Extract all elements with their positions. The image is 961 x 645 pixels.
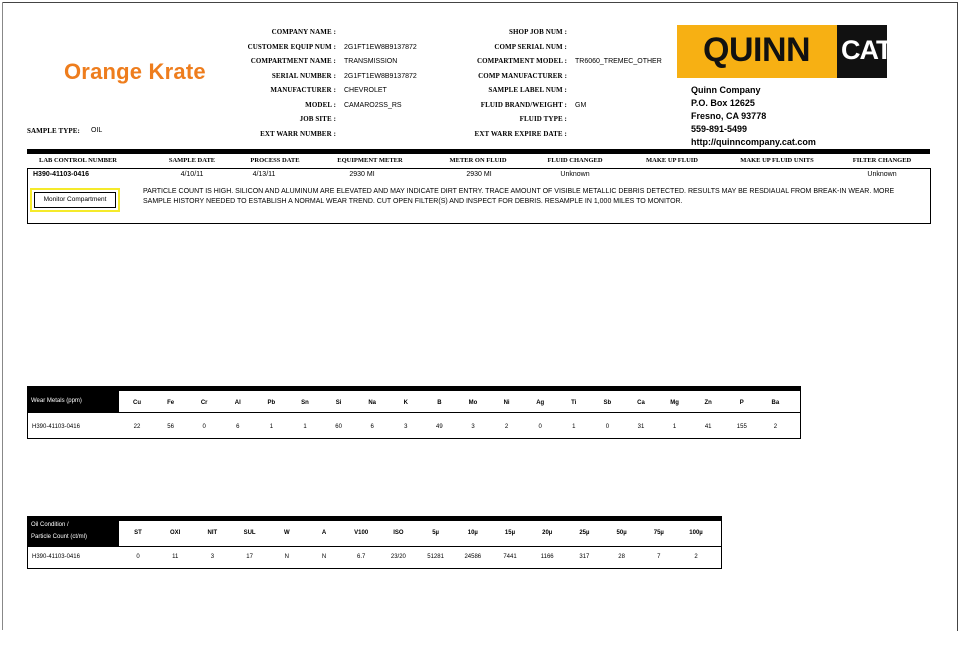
table-cell: 2930 MI [349,171,375,178]
table-cell: 4/10/11 [180,171,204,178]
table-cell: N [321,554,327,560]
field-label: MANUFACTURER : [270,86,336,94]
row-label: H390-41103-0416 [32,424,80,430]
field-value: GM [575,101,587,109]
column-header: Cu [133,400,141,406]
column-header: 25µ [579,530,590,536]
table-cell: 1 [269,424,274,430]
field-label: EXT WARR NUMBER : [260,129,336,138]
table-cell: 23/20 [390,554,406,560]
address-line: Quinn Company [691,85,761,95]
column-header: Zn [704,400,712,406]
column-header: EQUIPMENT METER [337,157,403,164]
column-header: Pb [267,400,276,406]
field-label: FLUID TYPE : [519,115,567,123]
table-cell: 3 [210,554,215,560]
column-header: OXI [170,530,181,536]
table-cell: 3 [471,424,475,430]
table-cell: 7441 [503,554,517,560]
column-header: Ti [571,400,577,406]
column-header: SAMPLE DATE [168,157,216,164]
column-header: Sb [603,400,612,406]
table-cell: 155 [736,424,747,430]
table-cell: 1166 [540,554,554,560]
column-header: FILTER CHANGED [852,157,912,164]
wear-metals-top-bar [119,386,800,391]
wear-metals-title-cell [27,386,119,412]
table-cell: 11 [172,554,179,560]
table-cell: 1 [672,424,677,430]
table-cell: 0 [538,424,542,430]
table-cell: 7 [657,554,661,560]
column-header: PROCESS DATE [250,157,300,164]
field-label: COMP SERIAL NUM : [494,42,567,51]
field-label: SHOP JOB NUM : [509,28,567,36]
column-header: ISO [393,530,404,536]
column-header: Ba [771,400,780,406]
column-header: K [403,400,408,406]
sample-type-label: SAMPLE TYPE: [27,127,80,135]
table-cell: N [284,554,289,560]
field-label: FLUID BRAND/WEIGHT : [480,100,567,109]
quinn-cat-logo [677,25,892,78]
column-header: Mg [670,400,679,406]
field-label: COMPANY NAME : [271,28,336,36]
field-label: SAMPLE LABEL NUM : [488,86,567,94]
status-badge-label: Monitor Compartment [34,192,116,208]
sample-type-value: OIL [91,127,103,134]
table-cell: 41 [704,424,712,430]
column-header: 100µ [689,530,703,536]
cat-logo [837,25,892,78]
column-header: MAKE UP FLUID UNITS [740,157,814,164]
column-header: Si [335,400,342,406]
column-header: Ni [503,400,510,406]
table-cell: 6 [370,424,374,430]
table-cell: 31 [637,424,645,430]
address-line: P.O. Box 12625 [691,98,755,108]
table-cell: 28 [618,554,625,560]
column-header: Mo [468,400,478,406]
column-header: 20µ [542,530,553,536]
status-badge [30,188,120,212]
address-line: 559-891-5499 [691,124,748,134]
sample-header-bar [27,149,930,154]
column-header: FLUID CHANGED [547,157,603,164]
oil-condition-title-1: Oil Condition / [31,522,69,528]
field-label: SERIAL NUMBER : [271,71,336,80]
field-value: 2G1FT1EW8B9137872 [344,43,417,51]
column-header: 75µ [653,530,664,536]
row-label: H390-41103-0416 [32,554,80,560]
quinn-logo-text: QUINN [703,31,811,69]
field-value: CAMARO2SS_RS [344,101,402,109]
oil-condition-title-2: Particle Count (ct/ml) [31,534,88,540]
column-header: Na [368,400,377,406]
oil-condition-divider [27,546,721,547]
column-header: MAKE UP FLUID [646,157,698,164]
column-header: METER ON FLUID [449,157,507,164]
field-label: COMPARTMENT MODEL : [476,57,567,65]
table-cell: H390-41103-0416 [33,171,90,178]
oil-condition-table [27,516,722,569]
table-cell: 1 [303,424,307,430]
table-cell: 2 [773,424,778,430]
column-header: 5µ [432,530,439,536]
cat-logo-text: CAT [841,35,892,65]
column-header: 15µ [504,530,516,536]
column-header: W [283,530,290,536]
table-cell: 3 [404,424,408,430]
column-header: NIT [207,530,218,536]
column-header: A [321,530,327,536]
column-header: Cr [200,400,208,406]
wear-metals-title: Wear Metals (ppm) [31,398,82,404]
table-cell: 2930 MI [466,171,492,178]
column-header: V100 [354,530,369,536]
field-value: CHEVROLET [344,87,387,94]
table-cell: 17 [246,554,253,560]
table-cell: 24586 [464,554,482,560]
table-cell: 6.7 [357,554,366,560]
field-label: CUSTOMER EQUIP NUM : [247,42,336,51]
table-cell: 2 [694,554,698,560]
column-header: 10µ [467,530,478,536]
column-header: P [739,400,744,406]
wear-metals-divider [27,412,800,413]
field-value: TRANSMISSION [344,58,398,65]
column-header: Ca [637,400,645,406]
column-header: Ag [536,400,545,406]
column-header: B [437,400,442,406]
address-line: Fresno, CA 93778 [691,111,767,121]
field-label: EXT WARR EXPIRE DATE : [474,129,567,138]
recommendation-comment: PARTICLE COUNT IS HIGH. SILICON AND ALUMINUM ARE ELEVATED AND MAY INDICATE DIRT ENTRY. TRACE AMOUNT OF VISIBLE METALLIC DEBRIS DETECTED. RESULTS MAY BE RESDIAUAL FROM BREAK-IN WEAR. MORE SAMPLE HISTORY NEEDED TO ESTABLISH A NORMAL WEAR TREND. CUT OPEN FILTER(S) AND INSPECT FOR DEBRIS. RESAMPLE IN 1,000 MILES TO MONITOR. [143,188,895,205]
table-cell: 51281 [427,554,444,560]
column-header: Al [234,400,241,406]
page-frame-left [2,2,3,630]
table-cell: 60 [335,424,342,430]
table-cell: 0 [605,424,610,430]
table-cell: 56 [167,424,174,430]
column-header: 50µ [616,530,627,536]
table-cell: 6 [236,424,240,430]
address-link[interactable]: http://quinncompany.cat.com [691,137,816,147]
company-address [691,84,816,149]
table-cell: 317 [579,554,590,560]
table-cell: 49 [436,424,443,430]
field-label: MODEL : [305,100,336,109]
oil-condition-title-cell [27,516,119,546]
table-cell: 0 [202,424,206,430]
field-label: JOB SITE : [299,115,336,123]
oil-condition-top-bar [119,516,721,521]
brand-title: Orange Krate [64,59,206,84]
field-value: TR6060_TREMEC_OTHER [575,58,662,65]
column-header: SUL [243,530,256,536]
table-cell: Unknown [560,171,590,178]
table-cell: 2 [504,424,509,430]
column-header: LAB CONTROL NUMBER [38,157,118,164]
column-header: ST [134,530,142,536]
table-cell: 1 [572,424,576,430]
field-label: COMP MANUFACTURER : [478,71,567,80]
column-header: Sn [301,400,309,406]
table-cell: 22 [133,424,141,430]
quinn-logo [677,25,837,78]
table-cell: Unknown [867,171,897,178]
table-cell: 0 [136,554,140,560]
table-cell: 4/13/11 [252,171,276,178]
field-label: COMPARTMENT NAME : [250,57,336,65]
field-value: 2G1FT1EW8B9137872 [344,72,417,80]
column-header: Fe [167,400,175,406]
